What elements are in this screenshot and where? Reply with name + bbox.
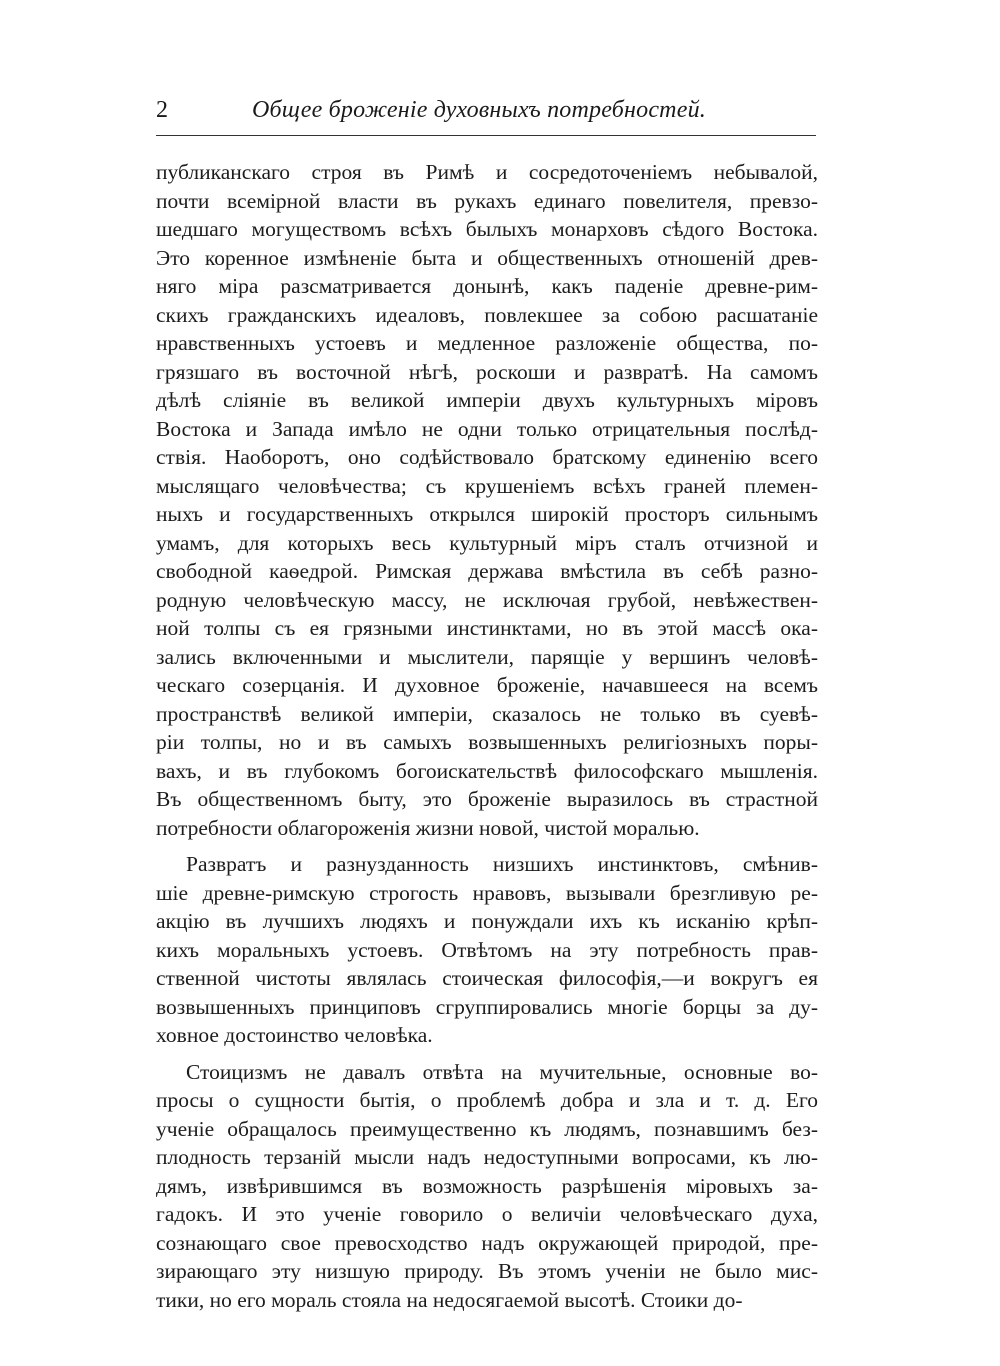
text-line: умамъ, для которыхъ весь культурный міръ сталъ отчизной и xyxy=(156,530,818,555)
text-line: Востока и Запада имѣло не одни только отрицательныя послѣд- xyxy=(156,416,818,441)
text-line: ческаго созерцанія. И духовное броженіе, начавшееся на всемъ xyxy=(156,673,818,697)
text-line: Развратъ и разнузданность низшихъ инстинктовъ, смѣнив- xyxy=(186,852,818,876)
text-line: публиканскаго строя въ Римѣ и сосредоточеніемъ небывалой, xyxy=(156,160,818,184)
text-line: мыслящаго человѣчества; съ крушеніемъ всѣхъ граней племен- xyxy=(156,473,818,498)
text-line: шіе древне-римскую строгость нравовъ, вызывали брезгливую ре- xyxy=(156,880,818,905)
text-line: тики, но его мораль стояла на недосягаемой высотѣ. Стоики до- xyxy=(156,1287,743,1312)
text-line: вахъ, и въ глубокомъ богоискательствѣ философскаго мышленія. xyxy=(156,758,818,783)
text-line: скихъ гражданскихъ идеаловъ, повлекшее за собою расшатаніе xyxy=(156,302,818,327)
text-line: пространствѣ великой имперіи, сказалось не только въ суевѣ- xyxy=(156,701,818,726)
text-line: гадокъ. И это ученіе говорило о величіи человѣческаго духа, xyxy=(156,1202,818,1226)
text-line: шедшаго могуществомъ всѣхъ былыхъ монарховъ сѣдого Востока. xyxy=(156,217,818,241)
text-line: нравственныхъ устоевъ и медленное разложеніе общества, по- xyxy=(156,331,818,355)
text-line: ной толпы съ ея грязными инстинктами, но въ этой массѣ ока- xyxy=(156,616,818,640)
text-line: кихъ моральныхъ устоевъ. Отвѣтомъ на эту потребность прав- xyxy=(156,937,818,962)
body-text xyxy=(156,158,818,1314)
text-line: акцію въ лучшихъ людяхъ и понуждали ихъ къ исканію крѣп- xyxy=(156,909,818,933)
text-line: возвышенныхъ принциповъ сгруппировались многіе борцы за ду- xyxy=(156,994,818,1019)
text-line: ховное достоинство человѣка. xyxy=(156,1023,433,1047)
text-line: просы о сущности бытія, о проблемѣ добра и зла и т. д. Его xyxy=(156,1088,818,1112)
text-line: свободной каѳедрой. Римская держава вмѣстила въ себѣ разно- xyxy=(156,559,818,583)
text-line: плодность терзаній мысли надъ недоступными вопросами, къ лю- xyxy=(156,1145,818,1169)
text-line: ученіе обращалось преимущественно къ людямъ, познавшимъ без- xyxy=(156,1116,818,1141)
text-line: сознающаго свое превосходство надъ окружающей природой, пре- xyxy=(156,1230,818,1255)
text-line: зались включенными и мыслители, парящіе у вершинъ человѣ- xyxy=(156,644,818,669)
running-header xyxy=(156,92,816,126)
text-line: Это коренное измѣненіе быта и общественныхъ отношеній древ- xyxy=(156,245,818,270)
text-line: ственной чистоты являлась стоическая философія,—и вокругъ ея xyxy=(156,966,818,990)
text-line: дямъ, извѣрившимся въ возможность разрѣшенія міровыхъ за- xyxy=(156,1173,818,1198)
paragraph-gap xyxy=(156,842,818,850)
text-line: почти всемірной власти въ рукахъ единаго повелителя, превзо- xyxy=(156,188,818,213)
text-line: дѣлѣ сліяніе въ великой имперіи двухъ культурныхъ міровъ xyxy=(156,388,818,412)
text-line: потребности облагороженія жизни новой, чистой моралью. xyxy=(156,815,700,840)
header-rule xyxy=(156,135,816,136)
text-line: ствія. Наоборотъ, оно содѣйствовало братскому единенію всего xyxy=(156,445,818,469)
running-title: Общее броженіе духовныхъ потребностей. xyxy=(252,97,706,123)
page-number: 2 xyxy=(156,97,168,123)
text-line: Въ общественномъ быту, это броженіе выразилось въ страстной xyxy=(156,787,818,811)
text-line: ріи толпы, но и въ самыхъ возвышенныхъ религіозныхъ поры- xyxy=(156,730,818,754)
paragraph-gap xyxy=(156,1050,818,1058)
text-line: Стоицизмъ не давалъ отвѣта на мучительные, основные во- xyxy=(186,1059,818,1084)
text-line: зирающаго эту низшую природу. Въ этомъ ученіи не было мис- xyxy=(156,1259,818,1283)
text-line: грязшаго въ восточной нѣгѣ, роскоши и развратѣ. На самомъ xyxy=(156,359,818,384)
text-line: ныхъ и государственныхъ открылся широкій просторъ сильнымъ xyxy=(156,502,818,526)
text-line: родную человѣческую массу, не исключая грубой, невѣжествен- xyxy=(156,587,818,612)
text-line: няго міра разсматривается донынѣ, какъ паденіе древне-рим- xyxy=(156,274,818,298)
